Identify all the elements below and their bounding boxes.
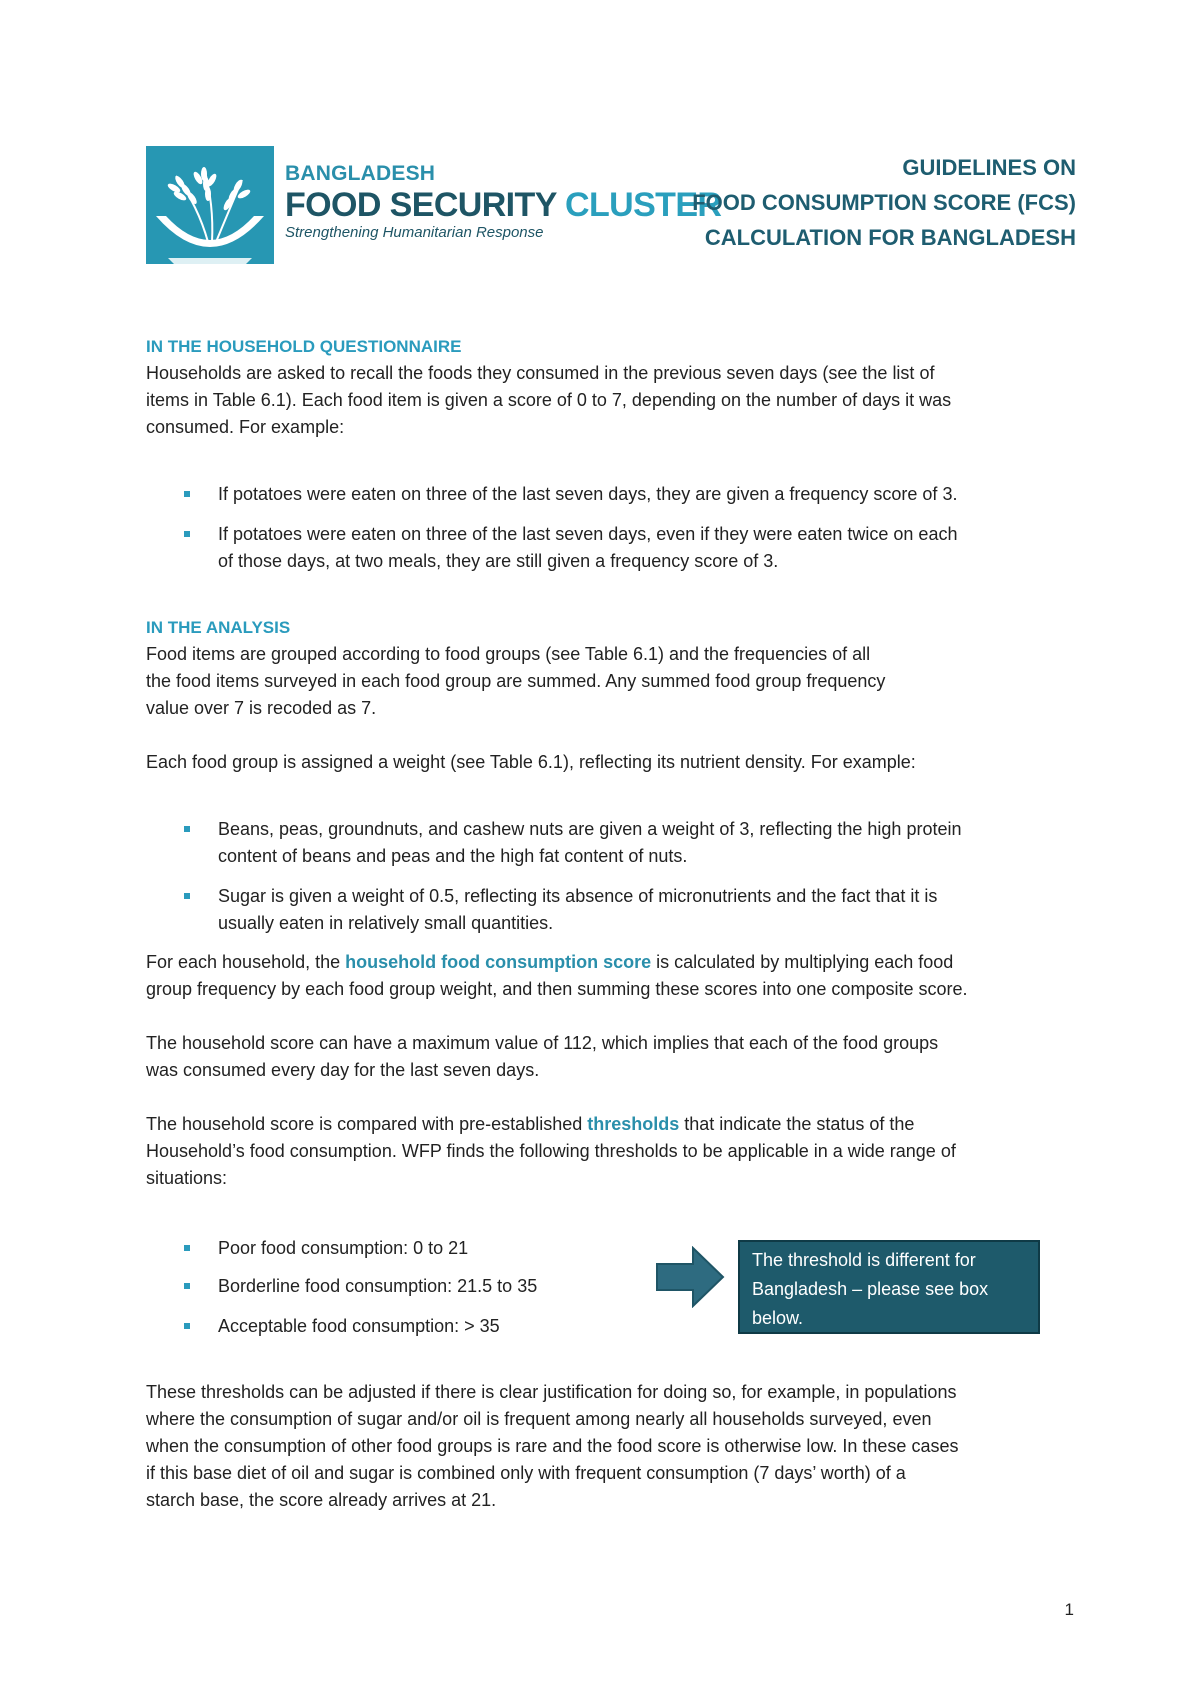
logo-name-part2: CLUSTER [565, 186, 722, 224]
bullet-square-icon [184, 531, 190, 537]
bullet-text: Beans, peas, groundnuts, and cashew nuts are given a weight of 3, reflecting the high protein [218, 819, 962, 839]
paragraph-line: if this base diet of oil and sugar is combined only with frequent consumption (7 days’ worth) of a [146, 1463, 906, 1483]
wheat-bowl-icon [146, 146, 274, 264]
title-line-2: FOOD CONSUMPTION SCORE (FCS) [692, 190, 1076, 215]
paragraph-line: value over 7 is recoded as 7. [146, 698, 377, 718]
paragraph-line [146, 1111, 956, 1138]
paragraph-line: starch base, the score already arrives at 21. [146, 1490, 497, 1510]
note-line: The threshold is different for [752, 1250, 976, 1270]
note-line: Bangladesh – please see box [752, 1279, 989, 1299]
bullet-text: usually eaten in relatively small quantities. [218, 913, 554, 933]
section-household-questionnaire [146, 333, 951, 441]
bullet-square-icon [184, 1283, 190, 1289]
paragraph-line: where the consumption of sugar and/or oil is frequent among nearly all households surveyed, even [146, 1409, 932, 1429]
paragraph-line: group frequency by each food group weight, and then summing these scores into one composite score. [146, 979, 968, 999]
paragraph-line: items in Table 6.1). Each food item is given a score of 0 to 7, depending on the number of days it was [146, 390, 952, 410]
section-analysis [146, 614, 885, 722]
text-run: For each household, the [146, 952, 346, 972]
right-arrow-icon [655, 1246, 725, 1313]
highlight-fcs: household food consumption score [345, 952, 652, 972]
section-heading: IN THE ANALYSIS [146, 618, 291, 637]
fsc-logo [146, 146, 722, 264]
bullet-item [146, 481, 1066, 508]
paragraph-maximum [146, 1030, 938, 1084]
title-line-3: CALCULATION FOR BANGLADESH [704, 225, 1076, 250]
logo-name [285, 186, 721, 224]
paragraph-line: was consumed every day for the last seven days. [146, 1060, 540, 1080]
bullet-square-icon [184, 826, 190, 832]
paragraph-line: consumed. For example: [146, 417, 345, 437]
paragraph-line: The household score can have a maximum value of 112, which implies that each of the food groups [146, 1033, 939, 1053]
note-line: below. [752, 1308, 804, 1328]
paragraph-line: Household’s food consumption. WFP finds the following thresholds to be applicable in a wide range of [146, 1141, 956, 1161]
text-run: that indicate the status of the [679, 1114, 915, 1134]
bullet-text: If potatoes were eaten on three of the last seven days, even if they were eaten twice on each [218, 524, 958, 544]
logo-wordmark [285, 162, 721, 242]
bullet-item [146, 816, 1066, 870]
highlight-thresholds: thresholds [587, 1114, 680, 1134]
bullet-square-icon [184, 893, 190, 899]
bullet-square-icon [184, 1323, 190, 1329]
document-title [692, 150, 1076, 255]
paragraph-line: the food items surveyed in each food group are summed. Any summed food group frequency [146, 671, 886, 691]
threshold-item-borderline [146, 1273, 666, 1300]
bullet-item [146, 521, 1066, 575]
threshold-note-box [738, 1240, 1040, 1334]
paragraph-line: when the consumption of other food groups is rare and the food score is otherwise low. In these cases [146, 1436, 959, 1456]
bullet-square-icon [184, 491, 190, 497]
bullet-text: Poor food consumption: 0 to 21 [218, 1238, 469, 1258]
paragraph-line: Food items are grouped according to food groups (see Table 6.1) and the frequencies of all [146, 644, 871, 664]
bullet-text: of those days, at two meals, they are still given a frequency score of 3. [218, 551, 779, 571]
logo-name-part1: FOOD SECURITY [285, 186, 557, 224]
bullet-text: content of beans and peas and the high fat content of nuts. [218, 846, 688, 866]
bullet-text: Acceptable food consumption: > 35 [218, 1316, 500, 1336]
text-run: The household score is compared with pre-established [146, 1114, 588, 1134]
threshold-item-poor [146, 1235, 666, 1262]
title-line-1: GUIDELINES ON [902, 155, 1076, 180]
threshold-item-acceptable [146, 1313, 666, 1340]
bullet-text: Sugar is given a weight of 0.5, reflecting its absence of micronutrients and the fact that it is [218, 886, 938, 906]
section-heading: IN THE HOUSEHOLD QUESTIONNAIRE [146, 337, 462, 356]
bullet-square-icon [184, 1245, 190, 1251]
paragraph-line: situations: [146, 1168, 228, 1188]
paragraph-thresholds [146, 1111, 956, 1192]
bullet-text: If potatoes were eaten on three of the last seven days, they are given a frequency score of 3. [218, 484, 958, 504]
paragraph-weight-intro: Each food group is assigned a weight (see Table 6.1), reflecting its nutrient density. For example: [146, 752, 916, 772]
logo-tagline: Strengthening Humanitarian Response [285, 224, 544, 241]
paragraph-line: Households are asked to recall the foods they consumed in the previous seven days (see the list of [146, 363, 935, 383]
paragraph-fcs [146, 949, 968, 1003]
bullet-item [146, 883, 1066, 937]
paragraph-line: These thresholds can be adjusted if there is clear justification for doing so, for example, in populations [146, 1382, 957, 1402]
text-run: is calculated by multiplying each food [651, 952, 954, 972]
paragraph-line [146, 949, 968, 976]
paragraph-adjustment [146, 1379, 958, 1514]
bullet-text: Borderline food consumption: 21.5 to 35 [218, 1276, 538, 1296]
logo-country: BANGLADESH [285, 162, 436, 185]
page-number: 1 [1064, 1600, 1074, 1619]
